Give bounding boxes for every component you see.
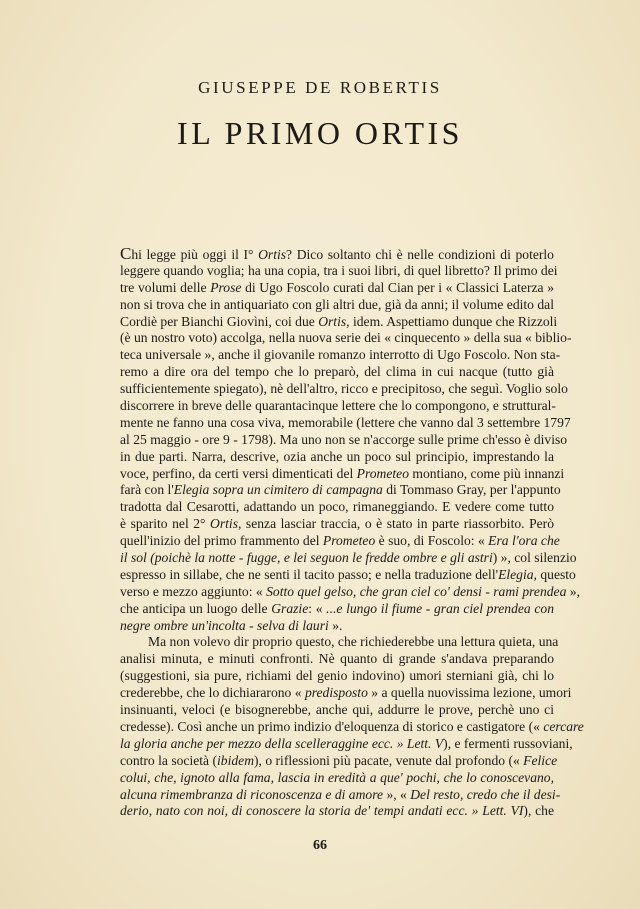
text: Ma non volevo dir proprio questo, che richiederebbe una lettura quieta, una bbox=[148, 634, 559, 650]
text: hi legge più oggi il I° bbox=[131, 247, 259, 262]
text: insinuanti, veloci (e bisognerebbe, anche qui, addurre le prove, perchè uno ci bbox=[120, 702, 554, 718]
page-number: 66 bbox=[313, 838, 327, 853]
text: ». bbox=[328, 617, 343, 633]
text-line bbox=[120, 381, 568, 398]
text: al 25 maggio - ore 9 - 1798). Ma uno non se n'accorge sulle prime ch'esso è diviso bbox=[120, 431, 568, 447]
text-line bbox=[120, 431, 568, 449]
italic-text: predisposto bbox=[304, 685, 368, 701]
text: », bbox=[566, 583, 580, 599]
italic-text: Ortis, bbox=[210, 516, 242, 532]
text: discorrere in breve delle quarantacinque lettere che lo compongono, e struttural- bbox=[120, 398, 556, 414]
text-line bbox=[120, 297, 554, 314]
text: (è un nostro voto) accolga, nella nuova serie dei « cinquecento » della sua « biblio- bbox=[120, 330, 572, 346]
text: C bbox=[120, 244, 132, 263]
text-line bbox=[120, 735, 573, 753]
text: » a quella nuovissima lezione, umori bbox=[367, 685, 572, 701]
italic-text: Ortis, bbox=[318, 313, 350, 329]
text: crederebbe, che lo dichiararono « bbox=[120, 685, 305, 701]
author-name: GIUSEPPE DE ROBERTIS bbox=[198, 78, 442, 97]
text-line bbox=[120, 280, 554, 297]
text-line bbox=[120, 770, 554, 787]
text-line bbox=[120, 601, 554, 618]
text-line bbox=[120, 668, 554, 685]
text-line bbox=[120, 414, 571, 432]
text-line bbox=[120, 752, 558, 770]
text: che anticipa un luogo delle bbox=[120, 600, 272, 616]
text: tre volumi delle bbox=[120, 279, 211, 295]
text-line bbox=[120, 449, 554, 466]
text: espresso in sillabe, che ne senti il tacito passo; e nella traduzione dell' bbox=[120, 566, 499, 582]
text: di Ugo Foscolo curati dal Cian per i « Classici Laterza » bbox=[241, 279, 554, 295]
text: tradotta dal Cesarotti, adattando un poco, rimaneggiando. E vedere come tutto bbox=[120, 499, 554, 515]
text-line bbox=[120, 262, 558, 280]
italic-text: colui, che, ignoto alla fama, lascia in eredità a que' pochi, che lo conoscevano, bbox=[120, 769, 554, 785]
text: leggere quando voglia; ha una copia, tra i suoi libri, di quel libretto? Il primo dei bbox=[120, 262, 558, 278]
text-line bbox=[120, 313, 558, 331]
text: quell'inizio del primo frammento del bbox=[120, 533, 323, 549]
italic-text: Sotto quel gelso, che gran ciel co' densi - rami prendea bbox=[266, 583, 567, 599]
text: non si trova che in antiquariato con gli altri due, già da anni; il volume edito dal bbox=[120, 296, 554, 312]
italic-text: ibidem bbox=[217, 752, 255, 768]
text: », « bbox=[383, 786, 411, 802]
text-line bbox=[120, 566, 576, 584]
text-line bbox=[120, 702, 554, 719]
text: questo bbox=[536, 566, 576, 582]
italic-text: alcuna rimembranza di riconoscenza e di amore bbox=[120, 786, 384, 802]
text: credesse). Così anche un primo indizio d'eloquenza di storico e castigatore (« bbox=[120, 718, 544, 734]
italic-text: derio, nato con noi, di conoscere la storia de' tempi andati ecc. » Lett. VI bbox=[120, 803, 524, 819]
text: remo a dire ora del tempo che lo preparò, del clima in cui nacque (tutto già bbox=[120, 364, 554, 380]
text: mente ne fanno una cosa viva, memorabile (lettere che vanno dal 3 settembre 1797 bbox=[120, 414, 571, 430]
text: di Tommaso Gray, per l'appunto bbox=[382, 482, 561, 498]
italic-text: Elegia, bbox=[498, 566, 537, 582]
text-line bbox=[120, 803, 554, 820]
text: farà con l' bbox=[120, 482, 174, 498]
italic-text: la gloria anche per mezzo della scelleraggine ecc. » Lett. V bbox=[120, 735, 444, 751]
text-line bbox=[120, 465, 565, 483]
article-body bbox=[120, 244, 584, 820]
text: sufficientemente spiegato), nè dell'altro, ricco e precipitoso, che seguì. Voglio solo bbox=[120, 381, 568, 397]
text: ? Dico soltanto chi è nelle condizioni di poterlo bbox=[286, 247, 554, 262]
text-line bbox=[120, 550, 577, 567]
text: voce, perfino, da certi versi dimenticati del bbox=[120, 465, 357, 481]
text: verso e mezzo aggiunto: « bbox=[120, 583, 267, 599]
text-line bbox=[120, 516, 554, 533]
text-line bbox=[120, 618, 554, 635]
text: ) », col silenzio bbox=[492, 550, 577, 566]
text: Cordiè per Bianchi Giovìni, coi due bbox=[120, 313, 319, 329]
text-line bbox=[120, 364, 554, 381]
italic-text: Grazie bbox=[271, 600, 309, 616]
text: senza lasciar traccia, o è stato in parte riassorbito. Però bbox=[241, 516, 554, 532]
text: in due parti. Narra, descrive, ozia anche un poco sul principio, imprestando la bbox=[120, 448, 554, 464]
text-line bbox=[120, 718, 584, 736]
text-line bbox=[120, 330, 572, 347]
text-line bbox=[120, 246, 554, 263]
text: è sparito nel 2° bbox=[120, 516, 211, 532]
text: ), che bbox=[523, 803, 554, 819]
text-line bbox=[120, 685, 572, 702]
italic-text: il sol (poichè la notte - fugge, e lei seguon le fredde ombre e gli astri bbox=[120, 550, 493, 566]
text: : « bbox=[308, 600, 327, 616]
text-line bbox=[120, 533, 560, 550]
text-line bbox=[120, 398, 554, 415]
text: (suggestioni, sia pure, richiami del genio indovino) umori sterniani già, chi lo bbox=[120, 668, 554, 684]
text: contro la società ( bbox=[120, 752, 218, 768]
text: teca universale », anche il giovanile romanzo interrotto di Ugo Foscolo. Non sta- bbox=[120, 347, 561, 363]
text: è suo, di Foscolo: « bbox=[375, 533, 489, 549]
text: ), o riflessioni più pacate, venute dal profondo (« bbox=[254, 752, 524, 768]
text: idem. Aspettiamo dunque che Rizzoli bbox=[349, 313, 558, 329]
italic-text: Prometeo bbox=[356, 465, 410, 481]
italic-text: negre ombre un'incolta - selva di lauri bbox=[120, 617, 329, 633]
italic-text: Prose bbox=[210, 279, 242, 295]
text-line bbox=[120, 583, 580, 601]
text: montiano, come più innanzi bbox=[409, 465, 565, 481]
italic-text: Era l'ora che bbox=[488, 533, 560, 549]
text-line bbox=[120, 482, 561, 499]
italic-text: Ortis bbox=[258, 247, 287, 262]
italic-text: Elegia sopra un cimitero di campagna bbox=[173, 482, 383, 498]
italic-text: Prometeo bbox=[322, 533, 376, 549]
italic-text: Felice bbox=[523, 752, 558, 768]
text-line bbox=[120, 499, 554, 516]
article-title: IL PRIMO ORTIS bbox=[177, 115, 463, 151]
text-line bbox=[120, 651, 554, 668]
italic-text: ...e lungo il fiume - gran ciel prendea con bbox=[326, 600, 554, 616]
italic-text: cercare bbox=[543, 718, 584, 734]
text-line bbox=[120, 347, 561, 364]
text: analisi minuta, e minuti confronti. Nè quanto di grande s'andava preparando bbox=[120, 651, 554, 667]
text-line bbox=[120, 634, 559, 651]
text: ), e fermenti russoviani, bbox=[443, 735, 573, 751]
italic-text: Del resto, credo che il desi- bbox=[410, 786, 561, 802]
text-line bbox=[120, 786, 561, 804]
